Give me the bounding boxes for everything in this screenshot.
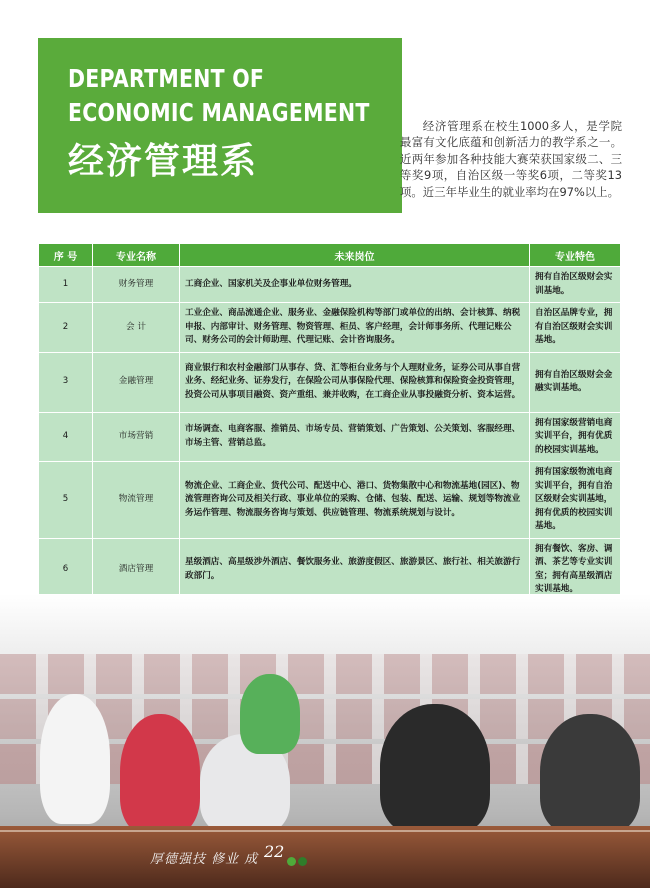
header-major-name: 专业名称	[93, 244, 180, 267]
seat-row	[0, 654, 650, 694]
english-title	[68, 62, 370, 130]
major-name: 市场营销	[93, 412, 180, 462]
footer-slogan: 厚德强技 修业 成	[150, 852, 259, 867]
desk-edge	[0, 830, 650, 832]
classroom-students-photo	[0, 594, 650, 888]
majors-table	[38, 243, 621, 602]
student-figure	[540, 714, 640, 834]
table-row	[39, 412, 621, 462]
table-row	[39, 303, 621, 353]
logo-dot-icon	[287, 857, 296, 866]
table-row	[39, 462, 621, 539]
desk-foreground	[0, 826, 650, 888]
row-number: 3	[39, 352, 93, 412]
majors-table-container	[38, 243, 620, 602]
student-figure	[240, 674, 300, 754]
row-number: 2	[39, 303, 93, 353]
major-feature: 拥有餐饮、客房、调酒、茶艺等专业实训室；拥有高星级酒店实训基地。	[530, 538, 621, 601]
major-feature: 自治区品牌专业，拥有自治区级财会实训基地。	[530, 303, 621, 353]
footer-logo-dots	[287, 851, 309, 870]
future-positions: 星级酒店、高星级涉外酒店、餐饮服务业、旅游度假区、旅游景区、旅行社、相关旅游行政部门。	[180, 538, 530, 601]
header-number: 序 号	[39, 244, 93, 267]
row-number: 5	[39, 462, 93, 539]
major-name: 酒店管理	[93, 538, 180, 601]
major-name: 物流管理	[93, 462, 180, 539]
major-feature: 拥有自治区级财会实训基地。	[530, 267, 621, 303]
department-title-banner	[38, 38, 402, 213]
major-name: 会 计	[93, 303, 180, 353]
future-positions: 商业银行和农村金融部门从事存、贷、汇等柜台业务与个人理财业务，证券公司从事自营业务、经纪业务、证券发行，在保险公司从事保险代理、保险核算和保险资金投资管理，投资公司从事项目融资、资产重组、兼并收购，在工商企业从事投融资分析、资本运营。	[180, 352, 530, 412]
future-positions: 物流企业、工商企业、货代公司、配送中心、港口、货物集散中心和物流基地(园区)、物流管理咨询公司及相关行政、事业单位的采购、仓储、包装、配送、运输、规划等物流业务运作管理、物流服务咨询与策划、供应链管理、物流系统规划与设计。	[180, 462, 530, 539]
english-title-line1: DEPARTMENT OF	[68, 64, 265, 93]
major-name: 金融管理	[93, 352, 180, 412]
page-number: 22	[264, 842, 285, 861]
future-positions: 市场调查、电商客服、推销员、市场专员、营销策划、广告策划、公关策划、客服经理、市场主管、营销总监。	[180, 412, 530, 462]
row-number: 4	[39, 412, 93, 462]
student-figure	[40, 694, 110, 824]
department-intro: 经济管理系在校生1000多人，是学院最富有文化底蕴和创新活力的教学系之一。近两年参加各种技能大赛荣获国家级二、三等奖9项，自治区级一等奖6项，二等奖13项。近三年毕业生的就业率均在97%以上。	[400, 119, 622, 199]
header-major-features: 专业特色	[530, 244, 621, 267]
row-number: 1	[39, 267, 93, 303]
major-feature: 拥有国家级物流电商实训平台，拥有自治区级财会实训基地，拥有优质的校园实训基地。	[530, 462, 621, 539]
future-positions: 工商企业、国家机关及企事业单位财务管理。	[180, 267, 530, 303]
table-header-row	[39, 244, 621, 267]
header-future-positions: 未来岗位	[180, 244, 530, 267]
english-title-line2: ECONOMIC MANAGEMENT	[68, 98, 370, 127]
row-number: 6	[39, 538, 93, 601]
table-row	[39, 267, 621, 303]
table-row	[39, 538, 621, 601]
major-name: 财务管理	[93, 267, 180, 303]
student-figure	[380, 704, 490, 834]
logo-dot-icon	[298, 857, 307, 866]
chinese-title: 经济管理系	[68, 141, 259, 182]
major-feature: 拥有自治区级财会金融实训基地。	[530, 352, 621, 412]
future-positions: 工业企业、商品流通企业、服务业、金融保险机构等部门或单位的出纳、会计核算、纳税申报、内部审计、财务管理、物资管理、柜员、客户经理，会计师事务所、代理记账公司、财务公司的会计师助理、代理记账、会计咨询服务。	[180, 303, 530, 353]
student-figure	[120, 714, 200, 834]
major-feature: 拥有国家级营销电商实训平台，拥有优质的校园实训基地。	[530, 412, 621, 462]
table-row	[39, 352, 621, 412]
